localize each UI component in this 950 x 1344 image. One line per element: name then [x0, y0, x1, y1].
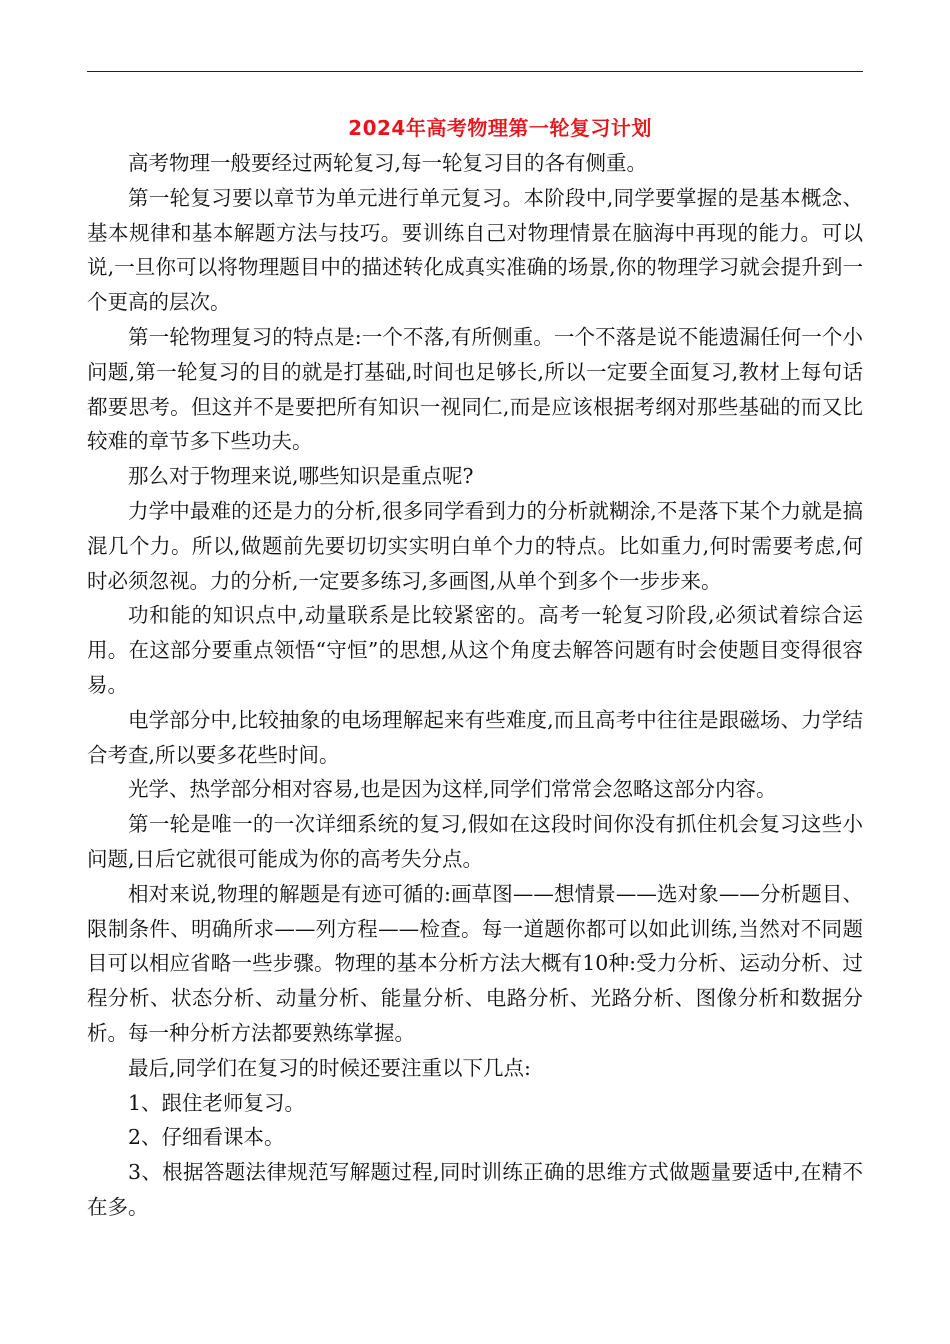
paragraph-optics-heat: 光学、热学部分相对容易,也是因为这样,同学们常常会忽略这部分内容。	[128, 777, 777, 802]
paragraph-mechanics: 力学中最难的还是力的分析,很多同学看到力的分析就糊涂,不是落下某个力就是搞混几个力。所以,做题前先要切切实实明白单个力的特点。比如重力,何时需要考虑,何时必须忽视。力的分析,一定要多练习,多画图,从单个到多个一步步来。	[87, 498, 863, 593]
paragraph-finally: 最后,同学们在复习的时候还要注重以下几点:	[128, 1055, 531, 1080]
header-rule	[87, 71, 863, 72]
list-item-3: 3、根据答题法律规范写解题过程,同时训练正确的思维方式做题量要适中,在精不在多。	[87, 1160, 863, 1219]
list-item-1: 1、跟住老师复习。	[128, 1090, 306, 1115]
paragraph-methods: 相对来说,物理的解题是有迹可循的:画草图——想情景——选对象——分析题目、限制条件、明确所求——列方程——检查。每一道题你都可以如此训练,当然对不同题目可以相应省略一些步骤。物理的基本分析方法大概有10种:受力分析、运动分析、过程分析、状态分析、动量分析、能量分析、电路分析、光路分析、图像分析和数据分析。每一种分析方法都要熟练掌握。	[87, 881, 863, 1045]
paragraph-unique-review: 第一轮是唯一的一次详细系统的复习,假如在这段时间你没有抓住机会复习这些小问题,日后它就很可能成为你的高考失分点。	[87, 812, 863, 871]
document-title: 2024年高考物理第一轮复习计划	[348, 116, 652, 140]
paragraph-work-energy: 功和能的知识点中,动量联系是比较紧密的。高考一轮复习阶段,必须试着综合运用。在这部分要重点领悟“守恒”的思想,从这个角度去解答问题有时会使题目变得很容易。	[87, 603, 863, 697]
document-body	[87, 146, 863, 1225]
paragraph-first-round: 第一轮复习要以章节为单元进行单元复习。本阶段中,同学要掌握的是基本概念、基本规律和基本解题方法与技巧。要训练自己对物理情景在脑海中再现的能力。可以说,一旦你可以将物理题目中的描述转化成真实准确的场景,你的物理学习就会提升到一个更高的层次。	[87, 185, 863, 315]
paragraph-key-question: 那么对于物理来说,哪些知识是重点呢?	[128, 464, 474, 489]
paragraph-intro: 高考物理一般要经过两轮复习,每一轮复习目的各有侧重。	[128, 151, 648, 175]
list-item-2: 2、仔细看课本。	[128, 1125, 285, 1150]
paragraph-electricity: 电学部分中,比较抽象的电场理解起来有些难度,而且高考中往往是跟磁场、力学结合考查,所以要多花些时间。	[87, 707, 863, 767]
paragraph-features: 第一轮物理复习的特点是:一个不落,有所侧重。一个不落是说不能遗漏任何一个小问题,第一轮复习的目的就是打基础,时间也足够长,所以一定要全面复习,教材上每句话都要思考。但这并不是要把所有知识一视同仁,而是应该根据考纲对那些基础的而又比较难的章节多下些功夫。	[87, 324, 863, 454]
